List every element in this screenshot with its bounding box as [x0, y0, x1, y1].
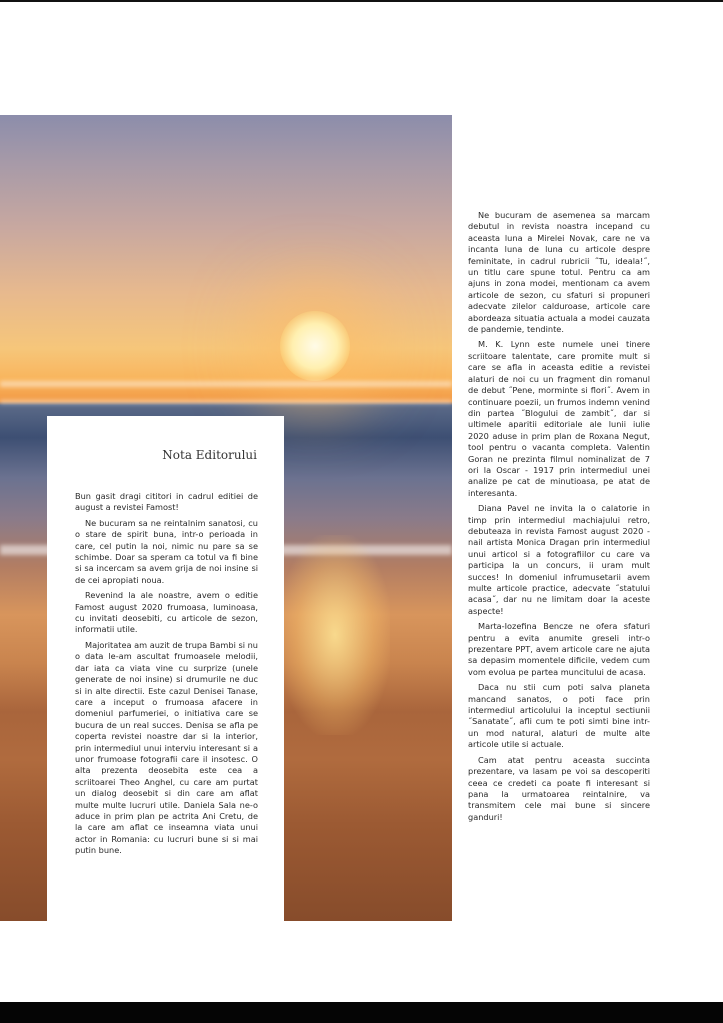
paragraph: Majoritatea am auzit de trupa Bambi si nu o data le-am ascultat frumoasele melodii, dar iata ca viata vine cu surprize (unele generate de noi insine) si drumurile ne duc si in alte directii. Este cazul Denisei Tanase, care a inceput o frumoasa afacere in domeniul parfumeriei, o initiativa care se bucura de un real succes. Denisa se afla pe coperta revistei noastre dar si la interior, prin intermediul unui interviu interesant si a unor frumoase fotografii care il insotesc. O alta prezenta deosebita este cea a scriitoarei Theo Anghel, cu care am purtat un dialog deosebit si din care am aflat multe multe lucruri utile. Daniela Sala ne-o aduce in prim plan pe actrita Ani Cretu, de la care am aflat ce inseamna viata unui actor in Romania: cu lucruri bune si si mai putin bune.: [75, 639, 258, 856]
paragraph: Diana Pavel ne invita la o calatorie in timp prin intermediul machiajului retro, debuteaza in revista Famost august 2020 - nail artista Monica Dragan prin intermediul unui articol si a fotografiilor cu care va participa la un concurs, ii uram mult succes! In domeniul infrumusetarii avem multe articole practice, adecvate ˝statului acasa˝, dar nu ne limitam doar la aceste aspecte!: [468, 503, 650, 616]
sun: [280, 311, 350, 381]
top-border: [0, 0, 723, 2]
right-column: [468, 210, 650, 827]
paragraph: Ne bucuram sa ne reintalnim sanatosi, cu o stare de spirit buna, intr-o perioada in care, cel putin la noi, nimic nu pare sa se schimbe. Doar sa speram ca totul va fi bine si sa incercam sa avem grija de noi insine si de cei apropiati noua.: [75, 517, 258, 585]
paragraph: Ne bucuram de asemenea sa marcam debutul in revista noastra incepand cu aceasta luna a Mirelei Novak, care ne va incanta luna de luna cu articole despre feminitate, in cadrul rubricii ˝Tu, ideala!˝, un titlu care spune totul. Pentru ca am ajuns in zona modei, mentionam ca avem articole de sezon, cu sfaturi si propuneri adecvate zilelor calduroase, articole care abordeaza situatia actuala a modei cauzata de pandemie, tendinte.: [468, 210, 650, 335]
sun-reflection: [280, 535, 390, 735]
paragraph: Bun gasit dragi cititori in cadrul editiei de august a revistei Famost!: [75, 491, 258, 513]
editor-note-title: Nota Editorului: [162, 448, 257, 462]
bottom-border: [0, 1002, 723, 1023]
wave-line: [0, 400, 452, 404]
wave-line: [0, 381, 452, 387]
left-column: [75, 491, 258, 861]
paragraph: Cam atat pentru aceasta succinta prezentare, va lasam pe voi sa descoperiti ceea ce credeti ca poate fi interesant si pana la urmatoarea reintalnire, va transmitem cele mai bune si sincere ganduri!: [468, 754, 650, 822]
paragraph: M. K. Lynn este numele unei tinere scriitoare talentate, care promite mult si care se afla in aceasta editie a revistei alaturi de noi cu un fragment din romanul de debut ˝Pene, morminte si flori˝. Avem in continuare poezii, un frumos indemn venind din partea ˝Blogului de zambit˝, dar si ultimele aparitii editoriale ale lunii iulie 2020 aduse in prim plan de Roxana Negut, tool pentru o vacanta completa. Valentin Goran ne prezinta filmul nominalizat de 7 ori la Oscar - 1917 prin intermediul unei analize pe cat de minutioasa, pe atat de interesanta.: [468, 339, 650, 498]
paragraph: Revenind la ale noastre, avem o editie Famost august 2020 frumoasa, luminoasa, cu invitati deosebiti, cu articole de sezon, informatii utile.: [75, 590, 258, 635]
paragraph: Daca nu stii cum poti salva planeta mancand sanatos, o poti face prin intermediul articolului la inceptul sectiunii ˝Sanatate˝, afli cum te poti simti bine intr-un mod natural, alaturi de multe alte articole utile si actuale.: [468, 682, 650, 750]
editor-note-box: [47, 416, 284, 931]
paragraph: Marta-Iozefina Bencze ne ofera sfaturi pentru a evita anumite greseli intr-o prezentare PPT, avem articole care ne ajuta sa depasim momentele dificile, vedem cum vom evolua pe partea muncitului de acasa.: [468, 621, 650, 677]
